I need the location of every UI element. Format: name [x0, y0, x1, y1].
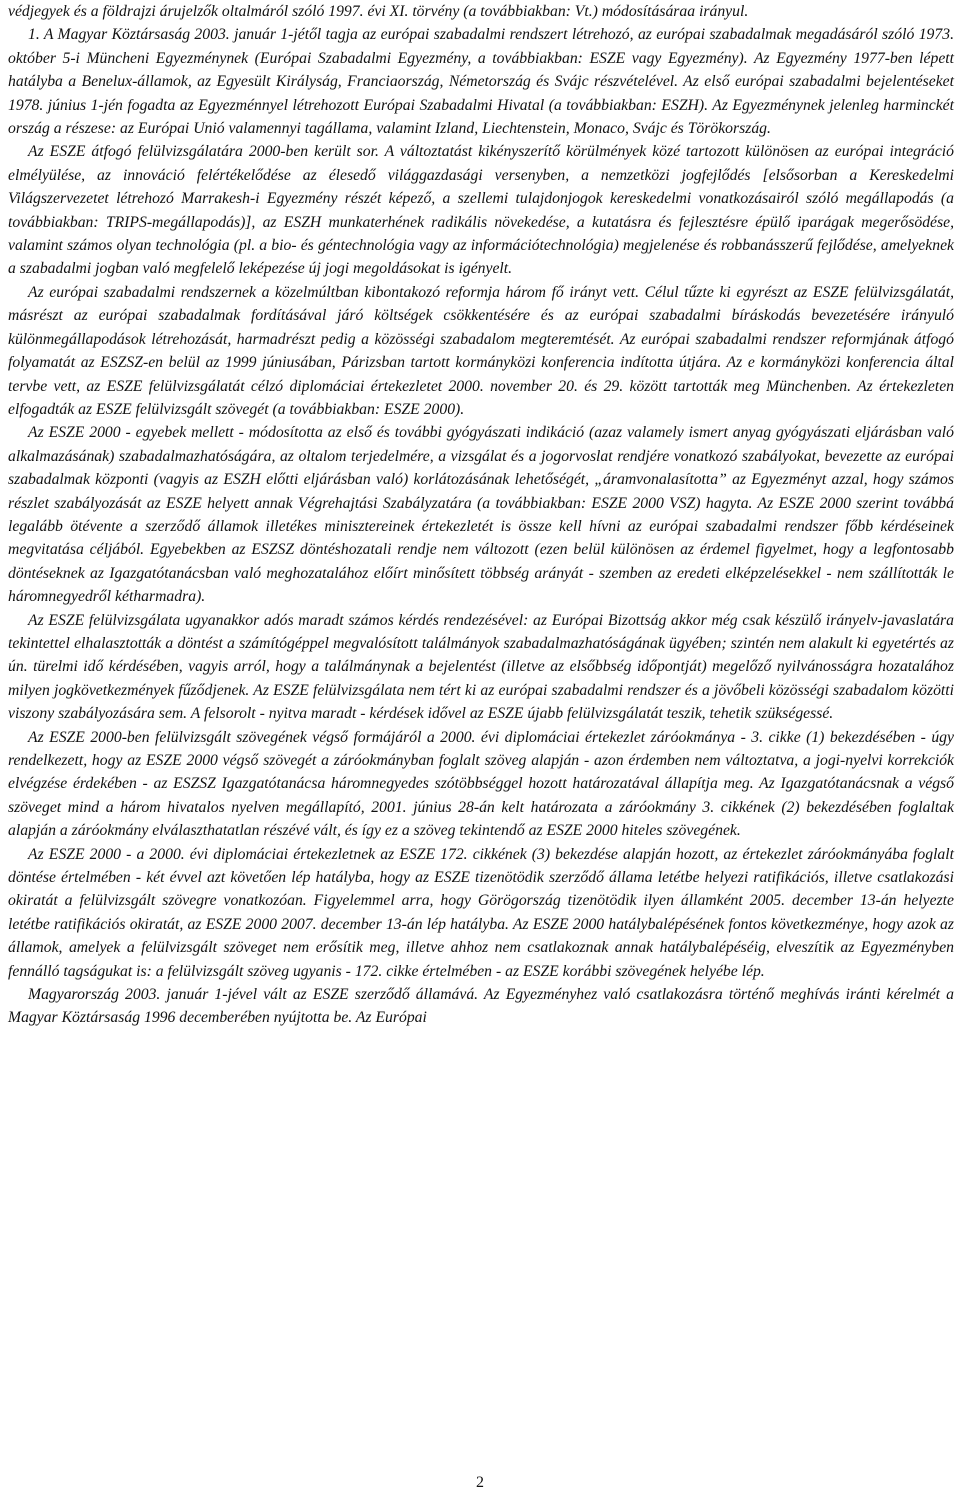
document-page [8, 0, 954, 1030]
paragraph-entry-into-force: Az ESZE 2000 - a 2000. évi diplomáciai értekezletnek az ESZE 172. cikkének (3) bekezdése alapján hozott, az értekezlet záróokmányába foglalt döntése értelmében - két évvel azt követően lép hatályba, hogy az ESZE tizenötödik szerződő állama letétbe helyezi ratifikációs, illetve csatlakozási okiratát a felülvizsgált szövegre vonatkozóan. Figyelemmel arra, hogy Görögország tizenötödik ilyen államként 2005. december 13-án helyezte letétbe ratifikációs okiratát, az ESZE 2000 2007. december 13-án lép hatályba. Az ESZE 2000 hatálybalépésének fontos következménye, hogy azok az államok, amelyek a felülvizsgált szöveget nem erősítik meg, illetve ahhoz nem csatlakoznak annak hatálybalépéséig, elveszítik az Egyezményben fennálló tagságukat is: a felülvizsgált szöveg ugyanis - 172. cikke értelmében - az ESZE korábbi szövegének helyébe lép. [8, 845, 954, 980]
paragraph-esze-revision: Az ESZE átfogó felülvizsgálatára 2000-ben került sor. A változtatást kikényszerítő körülmények közé tartozott különösen az európai integráció elmélyülése, az innováció felértékelődése az élesedő világgazdasági versenyben, a nemzetközi jogfejlődés [elsősorban a Kereskedelmi Világszervezetet létrehozó Marrakesh-i Egyezmény részét képező, a szellemi tulajdonjogok kereskedelmi vonatkozásairól szóló megállapodás (a továbbiakban: TRIPS-megállapodás)], az ESZH munkaterhének radikális növekedése, a kutatásra és fejlesztésre épülő iparágak megerősödése, valamint számos olyan technológia (pl. a bio- és géntechnológia vagy az információtechnológia) megjelenése és robbanásszerű fejlődése, amelyeknek a szabadalmi jogban való megfelelő leképezése új jogi megoldásokat is igényelt. [8, 143, 954, 278]
page-number: 2 [476, 1474, 484, 1491]
paragraph-section-1: 1. A Magyar Köztársaság 2003. január 1-jétől tagja az európai szabadalmi rendszert létrehozó, az európai szabadalmak megadásáról szóló 1973. október 5-i Müncheni Egyezménynek (Európai Szabadalmi Egyezmény, a továbbiakban: ESZE vagy Egyezmény). Az Egyezmény 1977-ben lépett hatályba a Benelux-államok, az Egyesült Királyság, Franciaország, Németország és Svájc részvételével. Az első európai szabadalmi bejelentéseket 1978. június 1-jén fogadta az Egyezménnyel létrehozott Európai Szabadalmi Hivatal (a továbbiakban: ESZH). Az Egyezménynek jelenleg harminckét ország a részese: az Európai Unió valamennyi tagállama, valamint Izland, Liechtenstein, Monaco, Svájc és Törökország. [8, 26, 954, 138]
paragraph-hungary-accession: Magyarország 2003. január 1-jével vált az ESZE szerződő államává. Az Egyezményhez való csatlakozásra történő meghívás iránti kérelmét a Magyar Köztársaság 1996 decemberében nyújtotta be. Az Európai [8, 986, 954, 1027]
paragraph-final-text: Az ESZE 2000-ben felülvizsgált szövegének végső formájáról a 2000. évi diplomáciai értekezlet záróokmánya - 3. cikke (1) bekezdésében - úgy rendelkezett, hogy az ESZE 2000 végső szövegét a záróokmányban foglalt szöveg alapján - azon érdemben nem változtatva, a jogi-nyelvi korrekciók elvégzése érdekében - az ESZSZ Igazgatótanácsa háromnegyedes szótöbbséggel hozott határozatával állapítja meg. Az Igazgatótanácsnak a végső szöveget mind a három hivatalos nyelven megállapító, 2001. június 28-án kelt határozata a záróokmány 3. cikkének (2) bekezdésében foglaltak alapján a záróokmány elválaszthatatlan részévé vált, és így ez a szöveg tekintendő az ESZE 2000 hiteles szövegének. [8, 728, 954, 840]
paragraph-esze-2000-changes: Az ESZE 2000 - egyebek mellett - módosította az első és további gyógyászati indikáció (azaz valamely ismert anyag gyógyászati eljárásban való alkalmazásának) szabadalmazhatóságára, az oltalom terjedelmére, a vizsgálat és a jogorvoslat rendjére vonatkozó szabályokat, bevezette az európai szabadalmak központi (vagyis az ESZH előtti eljárásban való) korlátozásának lehetőségét, „áramvonalasította” az Egyezményt azzal, hogy számos részlet szabályozását az ESZE helyett annak Végrehajtási Szabályzatára (a továbbiakban: ESZE 2000 VSZ) hagyta. Az ESZE 2000 szerint továbbá legalább ötévente a szerződő államok illetékes minisztereinek értekezletét is össze kell hívni az európai szabadalmi rendszer főbb kérdéseinek megvitatása céljából. Egyebekben az ESZSZ döntéshozatali rendje nem változott (ezen belül különösen az érdemel figyelmet, hogy a legfontosabb döntéseknek az Igazgatótanácsban való meghozatalához előírt minősített többség arányát - szemben az eredeti elképzelésekkel - nem szállították le háromnegyedről kétharmadra). [8, 424, 954, 606]
paragraph-continuation: védjegyek és a földrajzi árujelzők oltalmáról szóló 1997. évi XI. törvény (a továbbiakban: Vt.) módosításáraa irányul. [8, 3, 749, 20]
paragraph-reform-directions: Az európai szabadalmi rendszernek a közelmúltban kibontakozó reformja három fő irányt vett. Célul tűzte ki egyrészt az ESZE felülvizsgálatát, másrészt az európai szabadalmak fordításával járó költségek csökkentésére és az európai szabadalmi bíráskodás bevezetésére irányuló különmegállapodások létrehozását, harmadrészt pedig a közösségi szabadalom megteremtését. Az európai szabadalmi rendszer reformjának átfogó folyamatát az ESZSZ-en belül az 1999 júniusában, Párizsban tartott kormányközi konferencia indította útjára. Az e kormányközi konferencia által tervbe vett, az ESZE felülvizsgálatát célzó diplomáciai értekezletet 2000. november 20. és 29. között tartották meg Münchenben. Az értekezleten elfogadták az ESZE felülvizsgált szövegét (a továbbiakban: ESZE 2000). [8, 283, 954, 418]
paragraph-open-questions: Az ESZE felülvizsgálata ugyanakkor adós maradt számos kérdés rendezésével: az Európai Bizottság akkor még csak készülő irányelv-javaslatára tekintettel elhalasztották a döntést a számítógéppel megvalósított találmányok szabadalmazhatóságának ügyében; szintén nem alakult ki egyetértés az ún. türelmi idő kérdésében, vagyis arról, hogy a találmánynak a bejelentést (illetve az elsőbbség időpontját) megelőző nyilvánosságra hozatalához milyen jogkövetkezmények fűződjenek. Az ESZE felülvizsgálata nem tért ki az európai szabadalmi rendszer és a jövőbeli közösségi szabadalom közötti viszony szabályozására sem. A felsorolt - nyitva maradt - kérdések idővel az ESZE újabb felülvizsgálatát teszik, tehetik szükségessé. [8, 611, 954, 723]
